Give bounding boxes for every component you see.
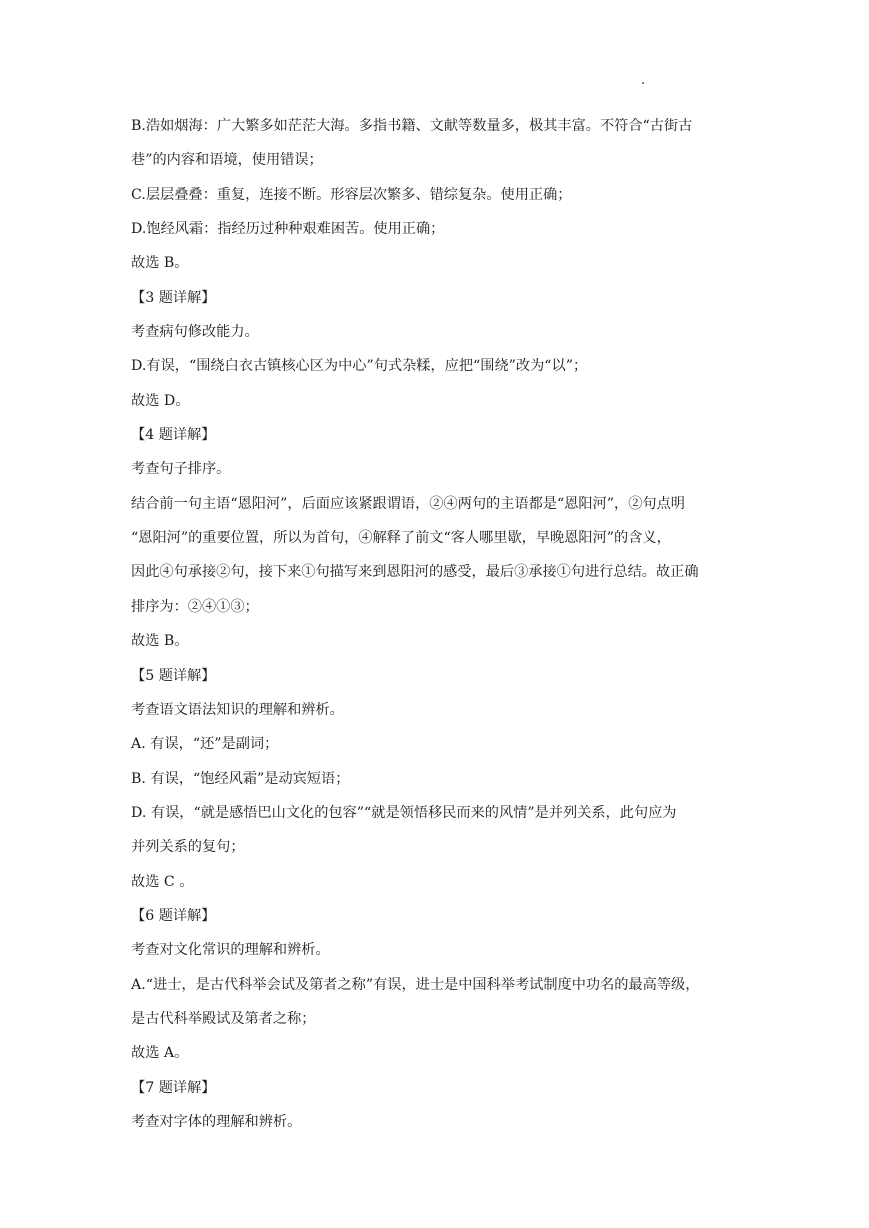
text-line: C.层层叠叠：重复，连接不断。形容层次繁多、错综复杂。使用正确； <box>131 186 572 203</box>
section-heading: 【7 题详解】 <box>131 1079 216 1096</box>
text-line: D.饱经风霜：指经历过种种艰难困苦。使用正确； <box>131 221 445 238</box>
document-body <box>131 109 743 1139</box>
text-line: B.浩如烟海：广大繁多如茫茫大海。多指书籍、文献等数量多，极其丰富。不符合“古街古 <box>131 118 693 134</box>
text-line: 故选 B。 <box>131 255 189 272</box>
text-line: 考查病句修改能力。 <box>131 324 259 341</box>
text-line: 结合前一句主语“恩阳河”，后面应该紧跟谓语，②④两句的主语都是“恩阳河”，②句点明 <box>131 495 685 512</box>
text-line: 考查句子排序。 <box>131 461 231 478</box>
text-line: B. 有误，“饱经风霜”是动宾短语； <box>131 770 350 787</box>
section-heading: 【4 题详解】 <box>131 427 216 444</box>
text-line: 是古代科举殿试及第者之称； <box>131 1010 316 1027</box>
section-heading: 【5 题详解】 <box>131 667 216 684</box>
text-line: 考查语文语法知识的理解和辨析。 <box>131 701 344 718</box>
page-mark <box>642 82 644 84</box>
text-line: 排序为：②④①③； <box>131 598 259 615</box>
text-line: 故选 A。 <box>131 1045 189 1062</box>
text-line: 因此④句承接②句，接下来①句描写来到恩阳河的感受，最后③承接①句进行总结。故正确 <box>131 564 699 581</box>
text-line: 故选 C 。 <box>131 873 194 890</box>
text-line: 巷”的内容和语境，使用错误； <box>131 152 323 169</box>
text-line: 并列关系的复句； <box>131 839 245 856</box>
text-line: 故选 D。 <box>131 392 190 409</box>
section-heading: 【6 题详解】 <box>131 907 216 924</box>
text-line: A. 有误，“还”是副词； <box>131 736 279 753</box>
text-line: 考查对字体的理解和辨析。 <box>131 1113 302 1130</box>
section-heading: 【3 题详解】 <box>131 289 216 306</box>
text-line: 故选 B。 <box>131 633 189 650</box>
text-line: 考查对文化常识的理解和辨析。 <box>131 942 330 959</box>
text-line: A.“进士，是古代科举会试及第者之称”有误，进士是中国科举考试制度中功名的最高等级， <box>131 976 700 993</box>
text-line: D.有误，“围绕白衣古镇核心区为中心”句式杂糅，应把“围绕”改为“以”； <box>131 358 588 375</box>
text-line: “恩阳河”的重要位置，所以为首句，④解释了前文“客人哪里歇，早晚恩阳河”的含义， <box>131 530 671 547</box>
text-line: D. 有误，“就是感悟巴山文化的包容”“就是领悟移民而来的风情”是并列关系，此句应为 <box>131 804 677 821</box>
